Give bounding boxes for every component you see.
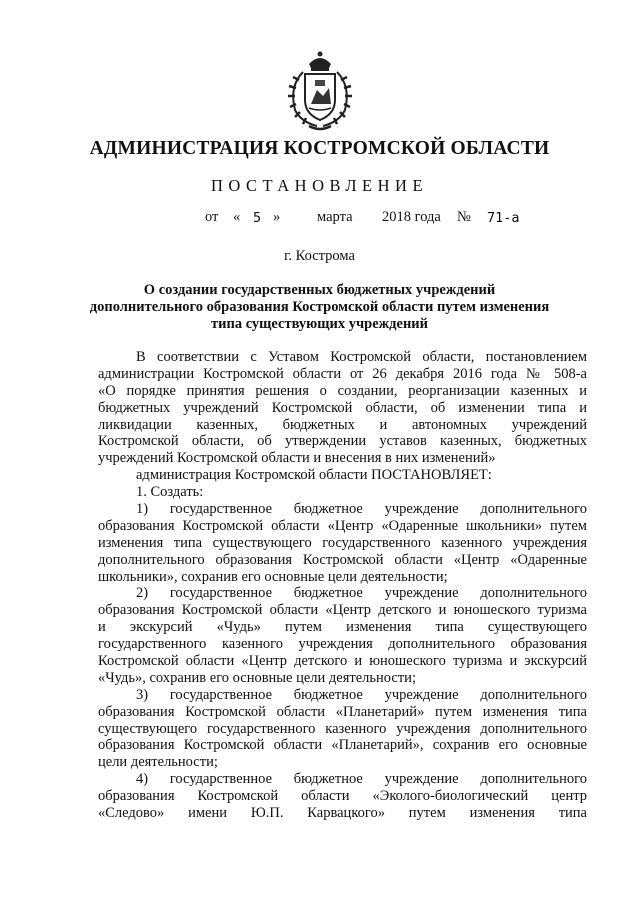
body-line: ликвидации казенных, бюджетных и автономных учреждений [98,416,587,433]
quote-close: » [273,209,281,225]
body-line: «О порядке принятия решения о создании, реорганизации казенных и [98,382,587,399]
document-number: 71-а [487,210,520,226]
body-line: и экскурсий «Чудь» путем изменения типа существующего [98,619,587,636]
heading-line: О создании государственных бюджетных учреждений [143,282,496,298]
body-line: администрации Костромской области от 26 декабря 2016 года № 508-а [98,365,587,382]
date-line [0,209,639,231]
body-line: «Чудь», сохранив его основные цели деятельности; [98,669,416,686]
organization-title: АДМИНИСТРАЦИЯ КОСТРОМСКОЙ ОБЛАСТИ [89,138,550,159]
number-sign: № [457,209,471,225]
body-line: дополнительного образования Костромской области «Центр «Одаренные [98,551,587,568]
body-line: цели деятельности; [98,754,218,771]
body-line: школьники», сохранив его основные цели деятельности; [98,568,448,585]
body-line: изменения типа существующего государственного казенного учреждения [98,534,587,551]
body-line: 2) государственное бюджетное учреждение дополнительного [136,585,587,602]
body-line: существующего государственного казенного учреждения дополнительного [98,720,587,737]
body-line: Костромской области «Центр детского и юношеского туризма и экскурсий [98,653,587,670]
document-body [98,349,587,822]
date-year: 2018 года [382,209,441,225]
document-type: ПОСТАНОВЛЕНИЕ [210,176,429,195]
body-line: администрация Костромской области ПОСТАНОВЛЯЕТ: [136,467,492,484]
body-line: образования Костромской области «Центр «Одаренные школьники» путем [98,517,587,534]
body-line: бюджетных учреждений Костромской области, об изменении типа и [98,399,587,416]
city: г. Кострома [284,248,355,264]
heading-line: типа существующих учреждений [210,316,429,332]
body-line: 1. Создать: [136,484,204,501]
body-line: образования Костромской области «Планетарий» путем изменения типа [98,703,587,720]
heading-line: дополнительного образования Костромской области путем изменения [89,299,550,315]
body-line: В соответствии с Уставом Костромской области, постановлением [136,349,587,365]
quote-open: « [233,209,241,225]
body-line: государственного казенного учреждения дополнительного образования [98,636,587,653]
body-line: «Следово» имени Ю.П. Карвацкого» путем изменения типа [98,805,587,822]
document-heading [60,282,579,333]
body-line: 3) государственное бюджетное учреждение дополнительного [136,686,587,703]
body-line: 4) государственное бюджетное учреждение дополнительного [136,771,587,788]
body-line: Костромской области, об утверждении уставов казенных, бюджетных [98,433,587,450]
body-line: учреждений Костромской области и внесения в них изменений» [98,450,496,467]
body-line: образования Костромской области «Эколого-биологический центр [98,788,587,805]
date-month: марта [317,209,353,225]
date-prefix: от [205,209,219,225]
body-line: 1) государственное бюджетное учреждение дополнительного [136,501,587,518]
coat-of-arms-icon [287,50,353,132]
body-line: образования Костромской области «Центр детского и юношеского туризма [98,602,587,619]
body-line: образования Костромской области «Планетарий», сохранив его основные [98,737,587,754]
date-day: 5 [253,210,262,226]
